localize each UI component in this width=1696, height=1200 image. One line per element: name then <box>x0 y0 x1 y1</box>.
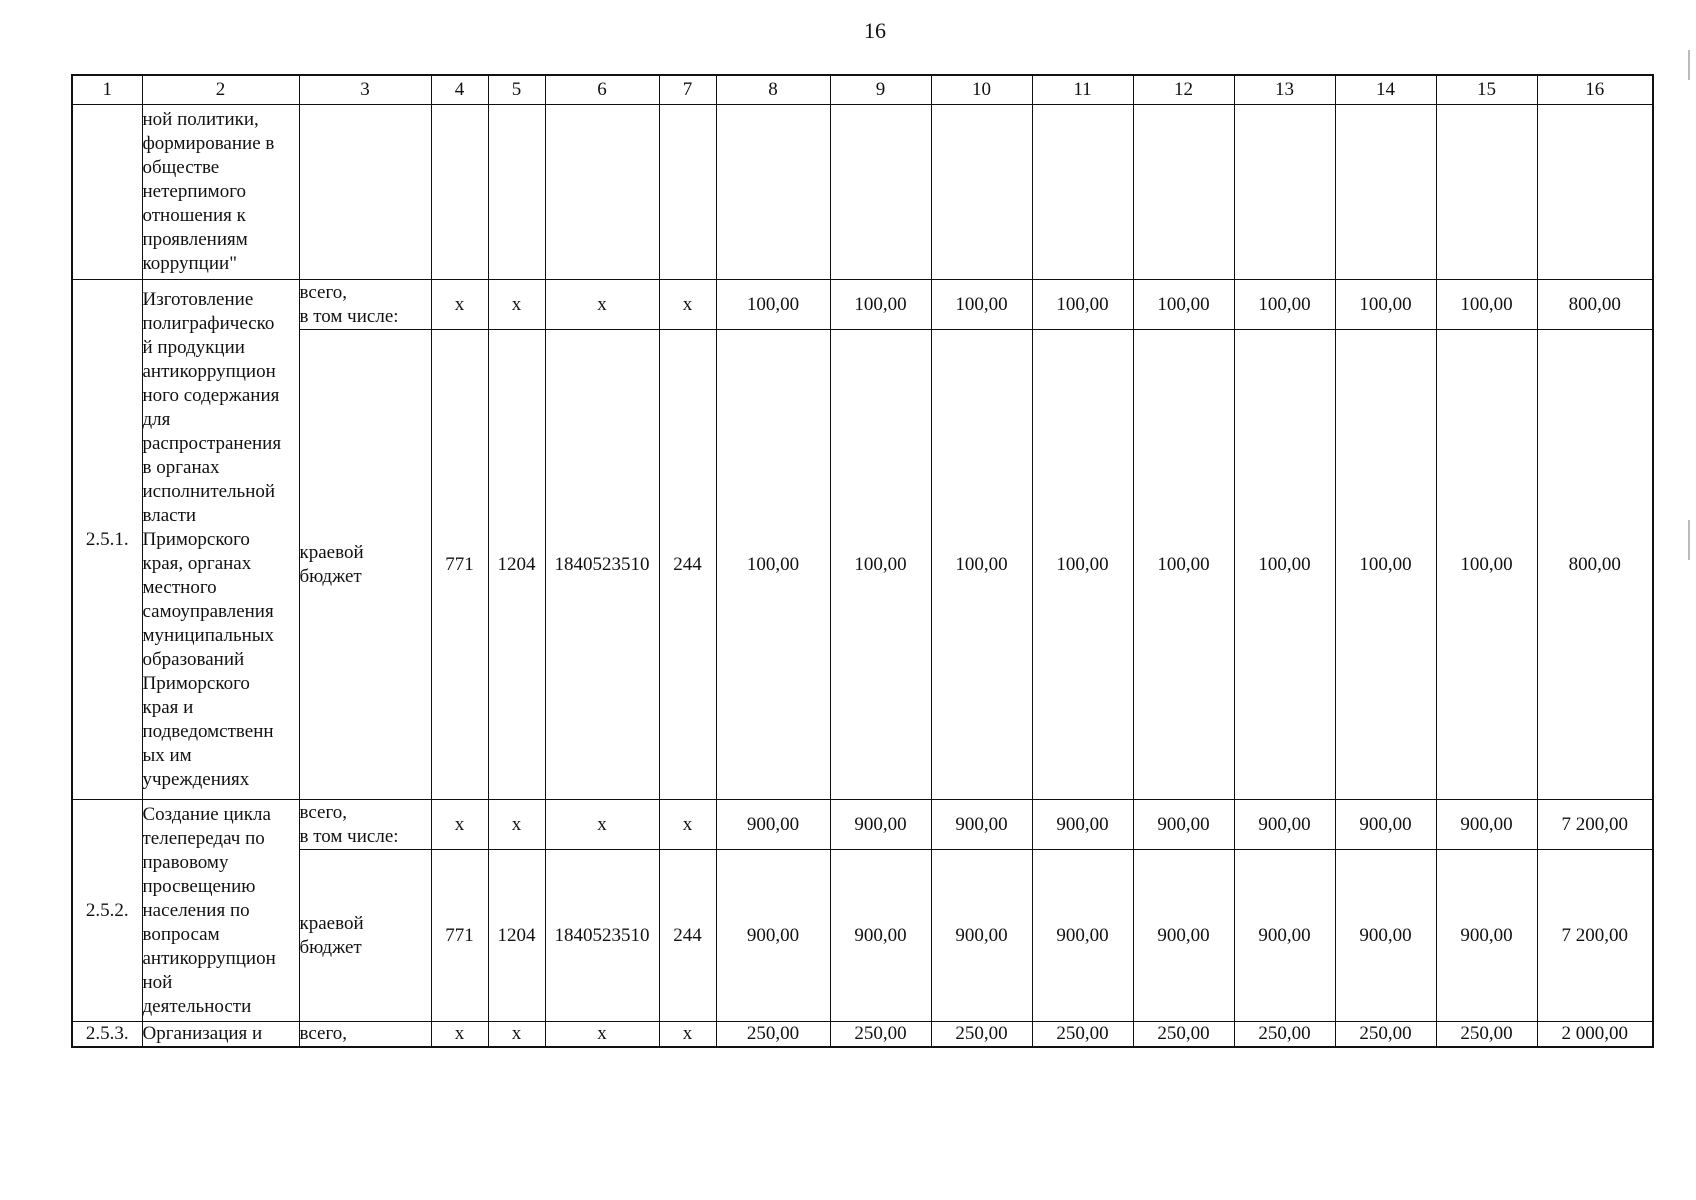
header-row <box>72 75 1653 105</box>
text-line: всего, <box>299 1023 348 1044</box>
amount-cell: 900,00 <box>1133 800 1234 850</box>
amount-cell: 900,00 <box>1234 850 1335 1022</box>
amount-cell: 100,00 <box>1335 280 1436 330</box>
code-cell: 244 <box>659 330 716 800</box>
amount-cell: 100,00 <box>1436 330 1537 800</box>
amount-cell: 900,00 <box>1133 850 1234 1022</box>
amount-cell: 100,00 <box>1133 280 1234 330</box>
text-line: краевой <box>299 912 364 934</box>
text-line: учреждениях <box>142 768 250 790</box>
code-cell: x <box>545 800 659 850</box>
amount-cell: 250,00 <box>1032 1022 1133 1048</box>
text-line: краевой <box>299 541 364 563</box>
table-row <box>72 850 1653 1022</box>
text-line: всего, <box>299 801 348 823</box>
amount-cell: 100,00 <box>931 280 1032 330</box>
text-line: Создание цикла <box>142 803 271 825</box>
row-id: 2.5.2. <box>72 800 142 1022</box>
amount-cell: 900,00 <box>830 850 931 1022</box>
text-line: просвещению <box>142 875 256 897</box>
total-amount-cell: 7 200,00 <box>1537 850 1653 1022</box>
text-line: края и <box>142 696 194 718</box>
amount-cell: 250,00 <box>1234 1022 1335 1048</box>
total-amount-cell: 800,00 <box>1537 280 1653 330</box>
column-number-header: 1 <box>72 75 142 105</box>
amount-cell: 250,00 <box>1436 1022 1537 1048</box>
table-row <box>72 1022 1653 1048</box>
activity-name <box>142 1022 299 1048</box>
amount-cell: 100,00 <box>931 330 1032 800</box>
amount-cell: 250,00 <box>931 1022 1032 1048</box>
amount-cell: 900,00 <box>716 800 830 850</box>
column-number-header: 8 <box>716 75 830 105</box>
text-line: в том числе: <box>299 305 399 327</box>
text-line: ых им <box>142 744 192 766</box>
code-cell: x <box>431 1022 488 1048</box>
text-line: самоуправления <box>142 600 274 622</box>
row-id: 2.5.3. <box>72 1022 142 1048</box>
text-line: отношения к <box>142 205 246 226</box>
code-cell: x <box>659 280 716 330</box>
amount-cell: 100,00 <box>1436 280 1537 330</box>
text-line: местного <box>142 576 217 598</box>
text-line: обществе <box>142 157 220 178</box>
amount-cell: 100,00 <box>1234 330 1335 800</box>
text-line: антикоррупцион <box>142 360 276 382</box>
text-line: муниципальных <box>142 624 275 646</box>
funding-source <box>299 330 431 800</box>
text-line: подведомственн <box>142 720 274 742</box>
text-line: Организация и <box>142 1023 263 1044</box>
amount-cell: 100,00 <box>830 330 931 800</box>
amount-cell: 900,00 <box>1234 800 1335 850</box>
text-line: бюджет <box>299 565 362 587</box>
column-number-header: 13 <box>1234 75 1335 105</box>
code-cell: x <box>431 800 488 850</box>
column-number-header: 7 <box>659 75 716 105</box>
scan-artifact <box>1688 520 1690 560</box>
text-line: всего, <box>299 281 348 303</box>
text-line: ной политики, <box>142 109 259 130</box>
text-line: ного содержания <box>142 384 280 406</box>
code-cell: 244 <box>659 850 716 1022</box>
code-cell: x <box>545 1022 659 1048</box>
total-amount-cell: 2 000,00 <box>1537 1022 1653 1048</box>
funding-source <box>299 850 431 1022</box>
amount-cell: 100,00 <box>1335 330 1436 800</box>
code-cell: x <box>659 1022 716 1048</box>
column-number-header: 2 <box>142 75 299 105</box>
table-row <box>72 330 1653 800</box>
text-line: ной <box>142 971 173 993</box>
text-line: коррупции" <box>142 253 237 274</box>
table-row <box>72 280 1653 330</box>
text-line: исполнительной <box>142 480 276 502</box>
text-line: образований <box>142 648 245 670</box>
table-row <box>72 800 1653 850</box>
continuation-row <box>72 105 1653 280</box>
code-cell: x <box>659 800 716 850</box>
code-cell: 1204 <box>488 330 545 800</box>
amount-cell: 100,00 <box>716 280 830 330</box>
amount-cell: 900,00 <box>1335 800 1436 850</box>
amount-cell: 900,00 <box>830 800 931 850</box>
total-amount-cell: 800,00 <box>1537 330 1653 800</box>
code-cell: 1840523510 <box>545 330 659 800</box>
page-number: 16 <box>864 18 886 43</box>
code-cell: 1204 <box>488 850 545 1022</box>
text-line: распространения <box>142 432 282 454</box>
code-cell: 771 <box>431 850 488 1022</box>
text-line: формирование в <box>142 133 275 154</box>
amount-cell: 900,00 <box>1032 850 1133 1022</box>
column-number-header: 5 <box>488 75 545 105</box>
text-line: в том числе: <box>299 825 399 847</box>
column-number-header: 6 <box>545 75 659 105</box>
funding-source <box>299 280 431 330</box>
text-line: Приморского <box>142 528 250 550</box>
amount-cell: 100,00 <box>1032 280 1133 330</box>
amount-cell: 900,00 <box>1032 800 1133 850</box>
amount-cell: 100,00 <box>716 330 830 800</box>
column-number-header: 3 <box>299 75 431 105</box>
text-line: вопросам <box>142 923 220 945</box>
column-number-header: 11 <box>1032 75 1133 105</box>
amount-cell: 250,00 <box>830 1022 931 1048</box>
amount-cell: 100,00 <box>1032 330 1133 800</box>
text-line: деятельности <box>142 995 252 1017</box>
amount-cell: 250,00 <box>716 1022 830 1048</box>
total-amount-cell: 7 200,00 <box>1537 800 1653 850</box>
amount-cell: 900,00 <box>931 800 1032 850</box>
amount-cell: 900,00 <box>1436 850 1537 1022</box>
code-cell: x <box>431 280 488 330</box>
text-line: Приморского <box>142 672 250 694</box>
code-cell: x <box>488 280 545 330</box>
column-number-header: 15 <box>1436 75 1537 105</box>
amount-cell: 900,00 <box>931 850 1032 1022</box>
funding-source <box>299 800 431 850</box>
row-id: 2.5.1. <box>72 280 142 800</box>
funding-source <box>299 1022 431 1048</box>
column-number-header: 16 <box>1537 75 1653 105</box>
column-number-header: 4 <box>431 75 488 105</box>
text-line: Изготовление <box>142 288 254 310</box>
text-line: населения по <box>142 899 250 921</box>
activity-name <box>142 800 299 1022</box>
activity-name <box>142 280 299 800</box>
text-line: для <box>142 408 171 430</box>
code-cell: x <box>488 800 545 850</box>
text-line: в органах <box>142 456 220 478</box>
amount-cell: 100,00 <box>830 280 931 330</box>
code-cell: 771 <box>431 330 488 800</box>
amount-cell: 900,00 <box>1335 850 1436 1022</box>
budget-table <box>71 74 1654 1048</box>
continuation-text <box>142 105 299 280</box>
text-line: края, органах <box>142 552 252 574</box>
column-number-header: 10 <box>931 75 1032 105</box>
text-line: й продукции <box>142 336 245 358</box>
text-line: правовому <box>142 851 229 873</box>
text-line: антикоррупцион <box>142 947 276 969</box>
amount-cell: 250,00 <box>1335 1022 1436 1048</box>
code-cell: x <box>488 1022 545 1048</box>
amount-cell: 250,00 <box>1133 1022 1234 1048</box>
column-number-header: 12 <box>1133 75 1234 105</box>
amount-cell: 100,00 <box>1133 330 1234 800</box>
column-number-header: 9 <box>830 75 931 105</box>
code-cell: x <box>545 280 659 330</box>
text-line: полиграфическо <box>142 312 275 334</box>
text-line: телепередач по <box>142 827 265 849</box>
column-number-header: 14 <box>1335 75 1436 105</box>
text-line: нетерпимого <box>142 181 247 202</box>
code-cell: 1840523510 <box>545 850 659 1022</box>
amount-cell: 900,00 <box>1436 800 1537 850</box>
text-line: бюджет <box>299 936 362 958</box>
scan-artifact <box>1688 50 1690 80</box>
amount-cell: 100,00 <box>1234 280 1335 330</box>
text-line: власти <box>142 504 197 526</box>
amount-cell: 900,00 <box>716 850 830 1022</box>
text-line: проявлениям <box>142 229 248 250</box>
